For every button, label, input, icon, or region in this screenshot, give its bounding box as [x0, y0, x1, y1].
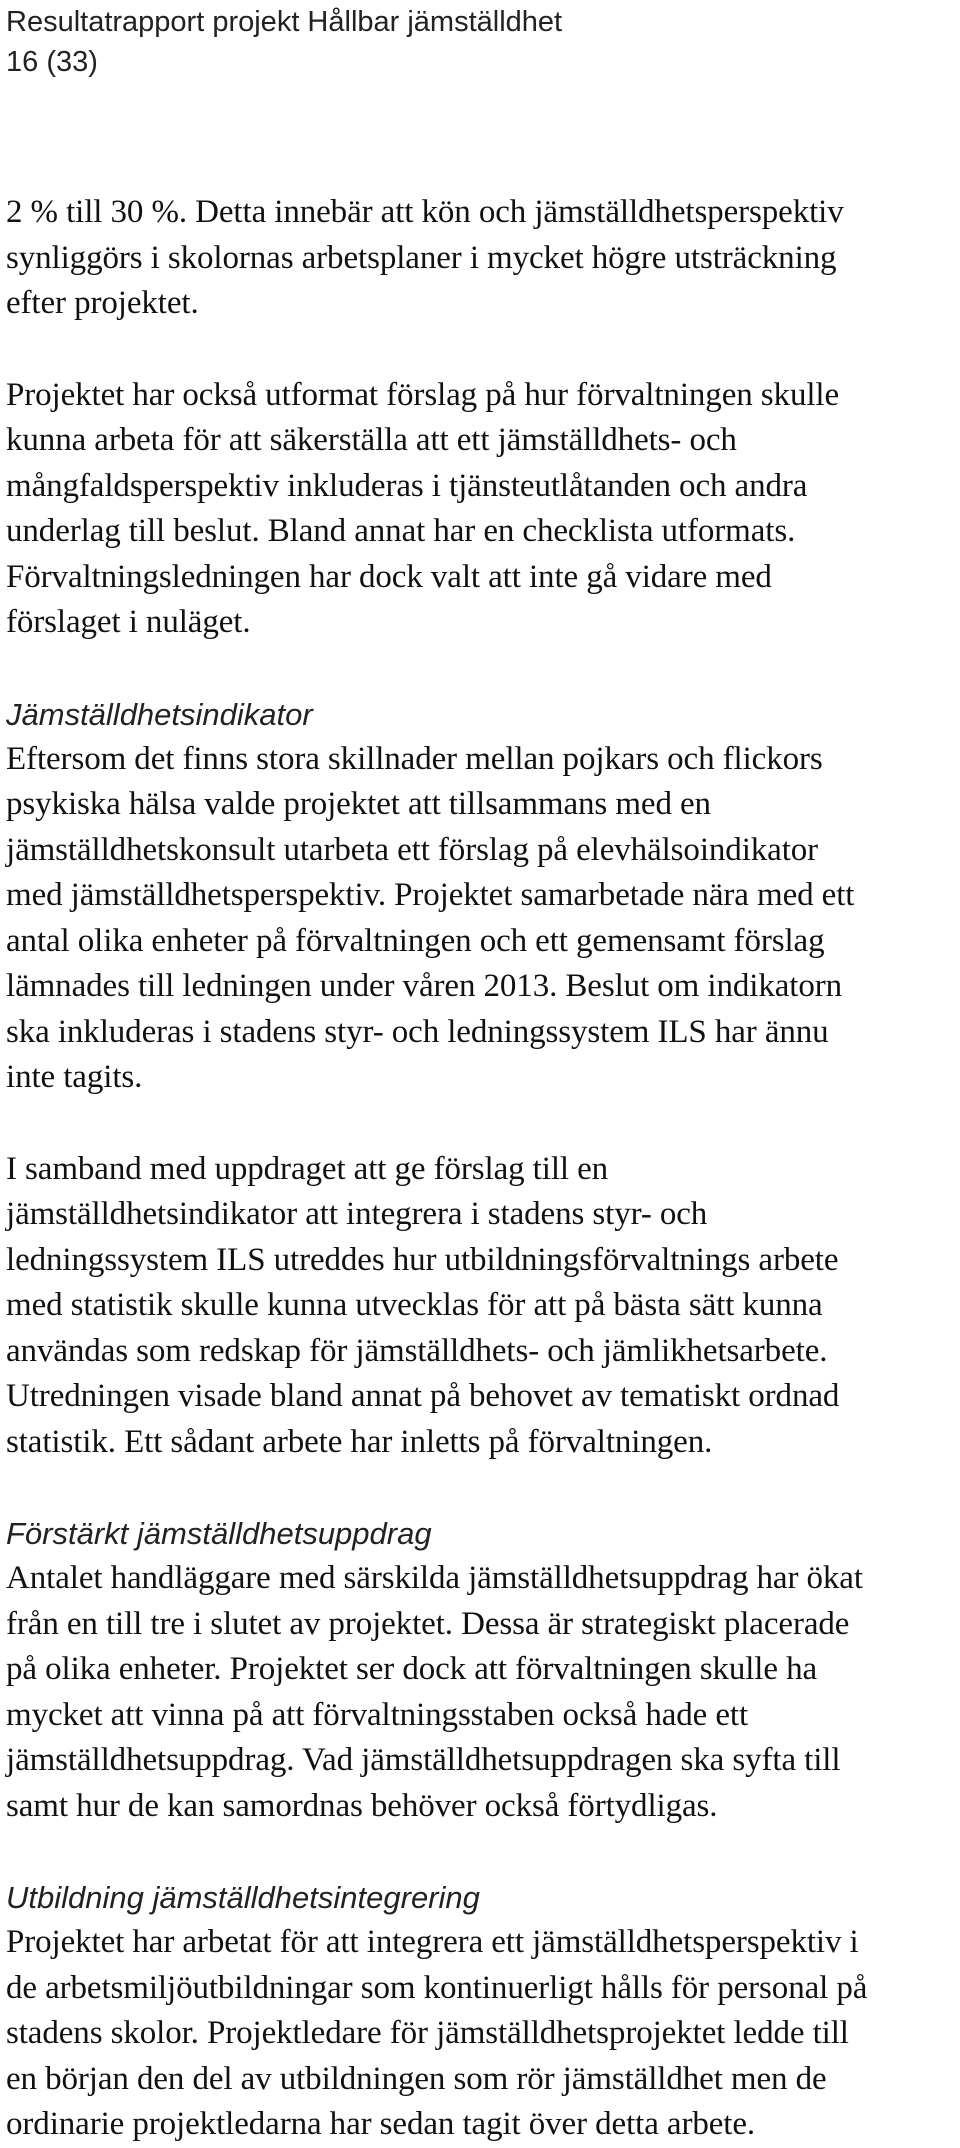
text-line: med jämställdhetsperspektiv. Projektet samarbetade nära med ett	[6, 877, 855, 913]
text-line: Utredningen visade bland annat på behovet av tematiskt ordnad	[6, 1378, 840, 1414]
document-body	[6, 190, 956, 2148]
text-line: från en till tre i slutet av projektet. Dessa är strategiskt placerade	[6, 1605, 850, 1642]
text-line: efter projektet.	[6, 285, 199, 321]
text-line: lämnades till ledningen under våren 2013. Beslut om indikatorn	[6, 968, 843, 1004]
text-line: Eftersom det finns stora skillnader mellan pojkars och flickors	[6, 740, 823, 777]
text-line: användas som redskap för jämställdhets- och jämlikhetsarbete.	[6, 1332, 828, 1369]
text-line: samt hur de kan samordnas behöver också förtydligas.	[6, 1787, 718, 1824]
text-line: psykiska hälsa valde projektet att tillsammans med en	[6, 786, 711, 822]
text-line: mångfaldsperspektiv inkluderas i tjänsteutlåtanden och andra	[6, 467, 808, 504]
section-heading: Utbildning jämställdhetsintegrering	[6, 1880, 480, 1915]
text-line: jämställdhetsindikator att integrera i stadens styr- och	[6, 1196, 708, 1232]
section-heading: Jämställdhetsindikator	[6, 696, 313, 732]
text-line: kunna arbeta för att säkerställa att ett jämställdhets- och	[6, 422, 737, 458]
text-line: underlag till beslut. Bland annat har en checklista utformats.	[6, 513, 796, 549]
paragraph	[6, 1556, 956, 1829]
text-line: 2 % till 30 %. Detta innebär att kön och jämställdhetsperspektiv	[6, 194, 844, 230]
text-line: statistik. Ett sådant arbete har inletts på förvaltningen.	[6, 1423, 713, 1460]
paragraph	[6, 373, 956, 646]
text-line: jämställdhetsuppdrag. Vad jämställdhetsuppdragen ska syfta till	[6, 1742, 841, 1778]
paragraph	[6, 190, 956, 327]
section-heading: Förstärkt jämställdhetsuppdrag	[6, 1516, 432, 1551]
text-line: mycket att vinna på att förvaltningsstaben också hade ett	[6, 1696, 749, 1733]
text-line: Projektet har arbetat för att integrera ett jämställdhetsperspektiv i	[6, 1924, 859, 1960]
text-line: de arbetsmiljöutbildningar som kontinuerligt hålls för personal på	[6, 1969, 868, 2006]
page-number: 16 (33)	[6, 46, 98, 78]
paragraph	[6, 1920, 956, 2148]
page-header	[6, 2, 562, 82]
text-line: en början den del av utbildningen som rör jämställdhet men de	[6, 2060, 827, 2097]
text-line: ordinarie projektledarna har sedan tagit över detta arbete.	[6, 2106, 756, 2142]
text-line: förslaget i nuläget.	[6, 604, 251, 640]
text-line: I samband med uppdraget att ge förslag till en	[6, 1150, 609, 1187]
text-line: ledningssystem ILS utreddes hur utbildningsförvaltnings arbete	[6, 1241, 839, 1278]
text-line: synliggörs i skolornas arbetsplaner i mycket högre utsträckning	[6, 239, 837, 276]
text-line: ska inkluderas i stadens styr- och ledningssystem ILS har ännu	[6, 1013, 829, 1050]
text-line: antal olika enheter på förvaltningen och ett gemensamt förslag	[6, 922, 825, 959]
text-line: med statistik skulle kunna utvecklas för att på bästa sätt kunna	[6, 1287, 823, 1323]
text-line: stadens skolor. Projektledare för jämställdhetsprojektet ledde till	[6, 2015, 849, 2051]
text-line: inte tagits.	[6, 1059, 143, 1095]
text-line: jämställdhetskonsult utarbeta ett förslag på elevhälsoindikator	[6, 831, 819, 868]
paragraph	[6, 737, 956, 1101]
document-title: Resultatrapport projekt Hållbar jämställdhet	[6, 6, 563, 38]
paragraph	[6, 1147, 956, 1466]
text-line: Antalet handläggare med särskilda jämställdhetsuppdrag har ökat	[6, 1560, 863, 1596]
text-line: Projektet har också utformat förslag på hur förvaltningen skulle	[6, 376, 840, 413]
text-line: på olika enheter. Projektet ser dock att förvaltningen skulle ha	[6, 1651, 818, 1687]
text-line: Förvaltningsledningen har dock valt att inte gå vidare med	[6, 558, 772, 595]
